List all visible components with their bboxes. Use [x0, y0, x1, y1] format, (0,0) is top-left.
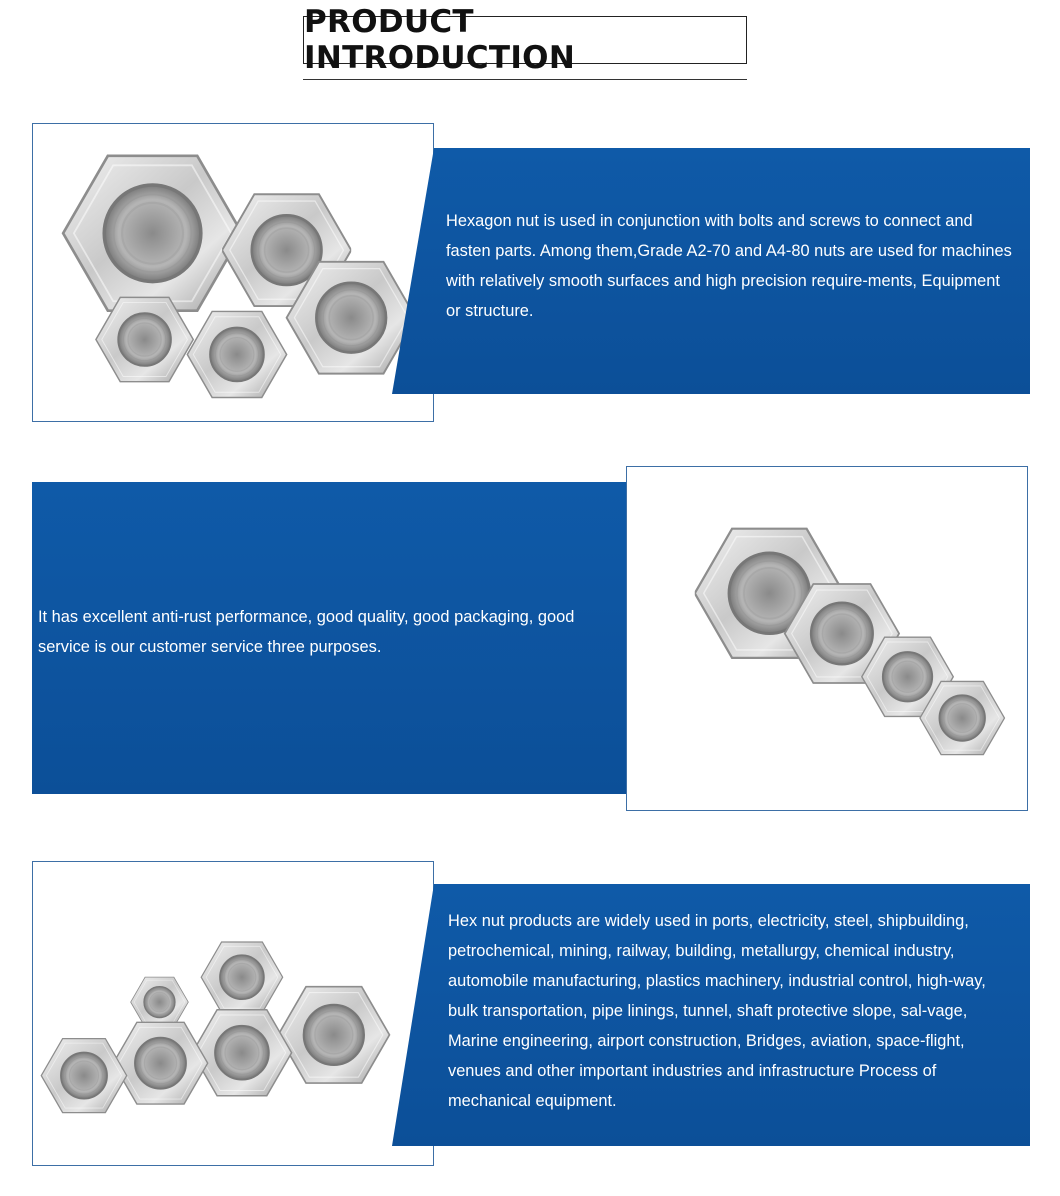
- product-image-nuts-row: [626, 466, 1028, 811]
- intro-text-1: Hexagon nut is used in conjunction with bolts and screws to connect and fasten parts. Among them,Grade A2-70 and A4-80 nuts are used for machines with relatively smooth surfaces and high precision require-ments, Equipment or structure.: [446, 212, 1012, 320]
- intro-panel-3: [392, 884, 1030, 1146]
- product-image-nuts-pyramid: [32, 861, 434, 1166]
- page-title-box: [303, 4, 747, 76]
- intro-panel-1: [392, 148, 1030, 394]
- page-title: PRODUCT INTRODUCTION: [304, 4, 576, 76]
- product-image-nuts-group: [32, 123, 434, 422]
- intro-text-2: It has excellent anti-rust performance, good quality, good packaging, good service is our customer service three purposes.: [38, 608, 575, 656]
- intro-text-3: Hex nut products are widely used in ports, electricity, steel, shipbuilding, petrochemical, mining, railway, building, metallurgy, chemical industry, automobile manufacturing, plastics machinery, industrial control, high-way, bulk transportation, pipe linings, tunnel, shaft protective slope, sal-vage, Marine engineering, airport construction, Bridges, aviation, space-flight, venues and other important industries and infrastructure Process of mechanical equipment.: [448, 912, 986, 1110]
- hex-nuts-row-icon: [627, 467, 1027, 810]
- title-underline: [303, 79, 747, 80]
- hex-nuts-group-icon: [33, 124, 433, 421]
- hex-nuts-pyramid-icon: [33, 862, 433, 1165]
- intro-panel-2: [32, 482, 686, 794]
